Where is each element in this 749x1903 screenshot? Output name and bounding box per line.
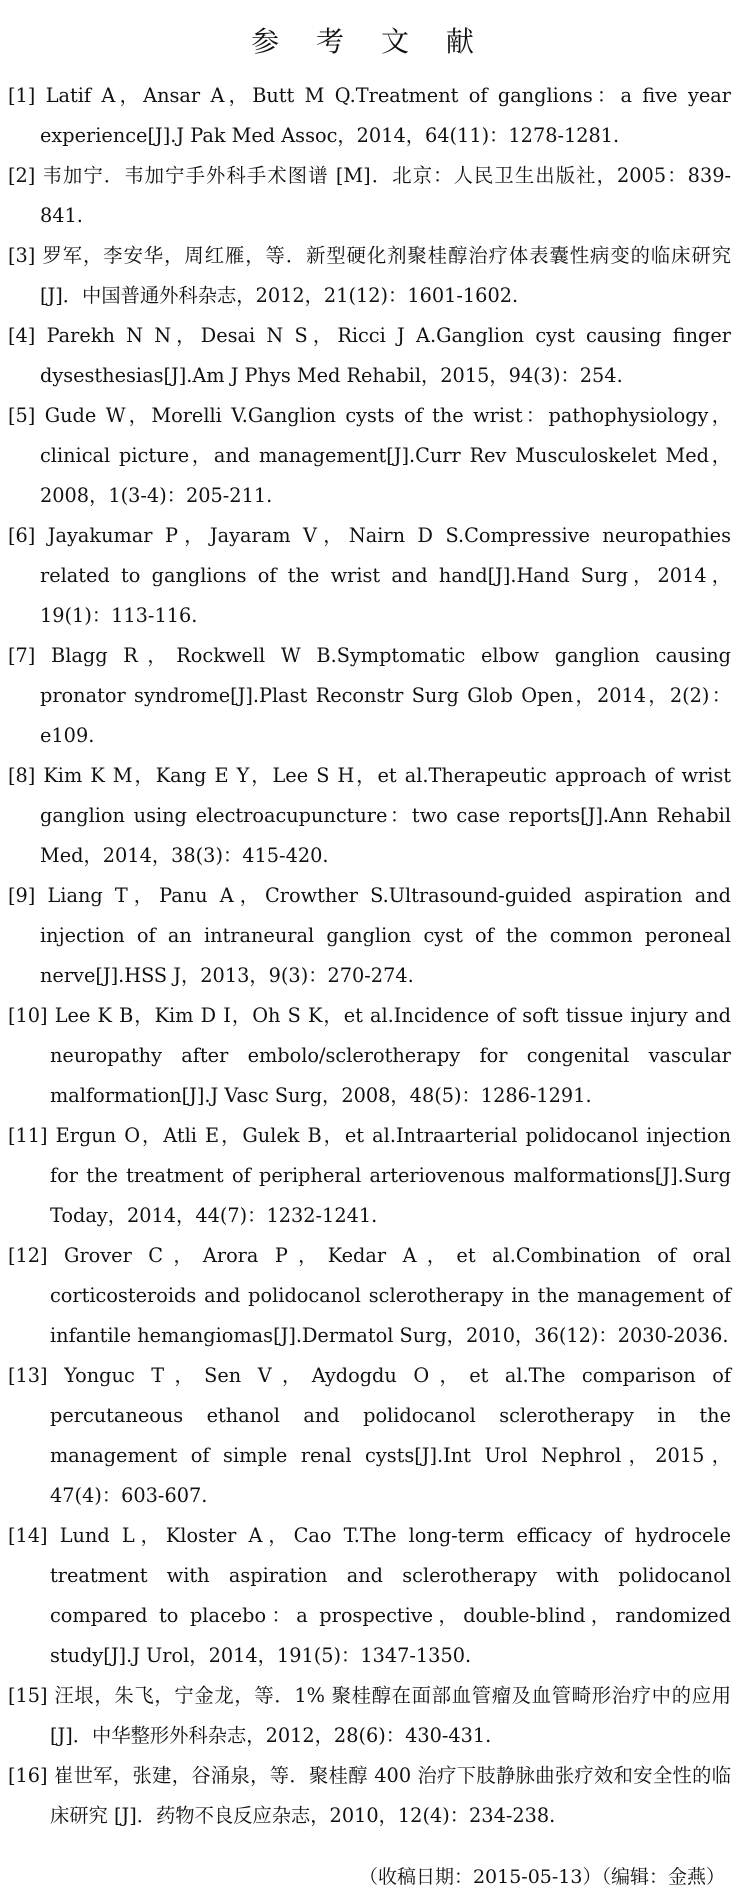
reference-item-3: [3] 罗军，李安华，周红雁，等．新型硬化剂聚桂醇治疗体表囊性病变的临床研究 [J]．中国普通外科杂志，2012，21(12)：1601-1602. xyxy=(8,244,731,307)
reference-item-11: [11] Ergun O，Atli E，Gulek B，et al.Intraarterial polidocanol injection for the treatment of peripheral arteriovenous malformations[J].Surg Today，2014，44(7)：1232-1241. xyxy=(8,1124,731,1227)
reference-item-6: [6] Jayakumar P，Jayaram V，Nairn D S.Compressive neuropathies related to ganglions of the wrist and hand[J].Hand Surg，2014，19(1)：113-116. xyxy=(8,524,731,627)
reference-item-9: [9] Liang T，Panu A，Crowther S.Ultrasound-guided aspiration and injection of an intraneural ganglion cyst of the common peroneal nerve[J].HSS J，2013，9(3)：270-274. xyxy=(8,884,731,987)
reference-item-4: [4] Parekh N N，Desai N S，Ricci J A.Ganglion cyst causing finger dysesthesias[J].Am J Phys Med Rehabil，2015，94(3)：254. xyxy=(8,324,731,387)
reference-item-8: [8] Kim K M，Kang E Y，Lee S H，et al.Therapeutic approach of wrist ganglion using electroacupuncture：two case reports[J].Ann Rehabil Med，2014，38(3)：415-420. xyxy=(8,764,731,867)
page-title: 参 考 文 献 xyxy=(251,25,488,58)
reference-item-16: [16] 崔世军，张建，谷涌泉，等．聚桂醇 400 治疗下肢静脉曲张疗效和安全性的临床研究 [J]．药物不良反应杂志，2010，12(4)：234-238. xyxy=(8,1764,731,1827)
reference-list xyxy=(8,76,731,1836)
reference-item-14: [14] Lund L，Kloster A，Cao T.The long-term efficacy of hydrocele treatment with aspiration and sclerotherapy with polidocanol compared to placebo：a prospective，double-blind，randomized study[J].J Urol，2014，191(5)：1347-1350. xyxy=(8,1524,731,1667)
reference-item-15: [15] 汪垠，朱飞，宁金龙，等．1% 聚桂醇在面部血管瘤及血管畸形治疗中的应用 [J]．中华整形外科杂志，2012，28(6)：430-431. xyxy=(8,1684,731,1747)
reference-item-10: [10] Lee K B，Kim D I，Oh S K，et al.Incidence of soft tissue injury and neuropathy after embolo/sclerotherapy for congenital vascular malformation[J].J Vasc Surg，2008，48(5)：1286-1291. xyxy=(8,1004,731,1107)
received-date-editor-note: （收稿日期：2015-05-13）（编辑：金燕） xyxy=(358,1866,725,1888)
reference-item-7: [7] Blagg R，Rockwell W B.Symptomatic elbow ganglion causing pronator syndrome[J].Plast Reconstr Surg Glob Open，2014，2(2)：e109. xyxy=(8,644,731,747)
reference-item-1: [1] Latif A，Ansar A，Butt M Q.Treatment of ganglions：a five year experience[J].J Pak Med Assoc，2014，64(11)：1278-1281. xyxy=(8,84,731,147)
reference-item-12: [12] Grover C，Arora P，Kedar A，et al.Combination of oral corticosteroids and polidocanol sclerotherapy in the management of infantile hemangiomas[J].Dermatol Surg，2010，36(12)：2030-2036. xyxy=(8,1244,731,1347)
reference-item-13: [13] Yonguc T，Sen V，Aydogdu O，et al.The comparison of percutaneous ethanol and polidocanol sclerotherapy in the management of simple renal cysts[J].Int Urol Nephrol，2015，47(4)：603-607. xyxy=(8,1364,731,1507)
reference-item-2: [2] 韦加宁．韦加宁手外科手术图谱 [M]．北京：人民卫生出版社，2005：839-841. xyxy=(8,164,731,227)
reference-item-5: [5] Gude W，Morelli V.Ganglion cysts of the wrist：pathophysiology，clinical picture，and management[J].Curr Rev Musculoskelet Med，2008，1(3-4)：205-211. xyxy=(8,404,731,507)
